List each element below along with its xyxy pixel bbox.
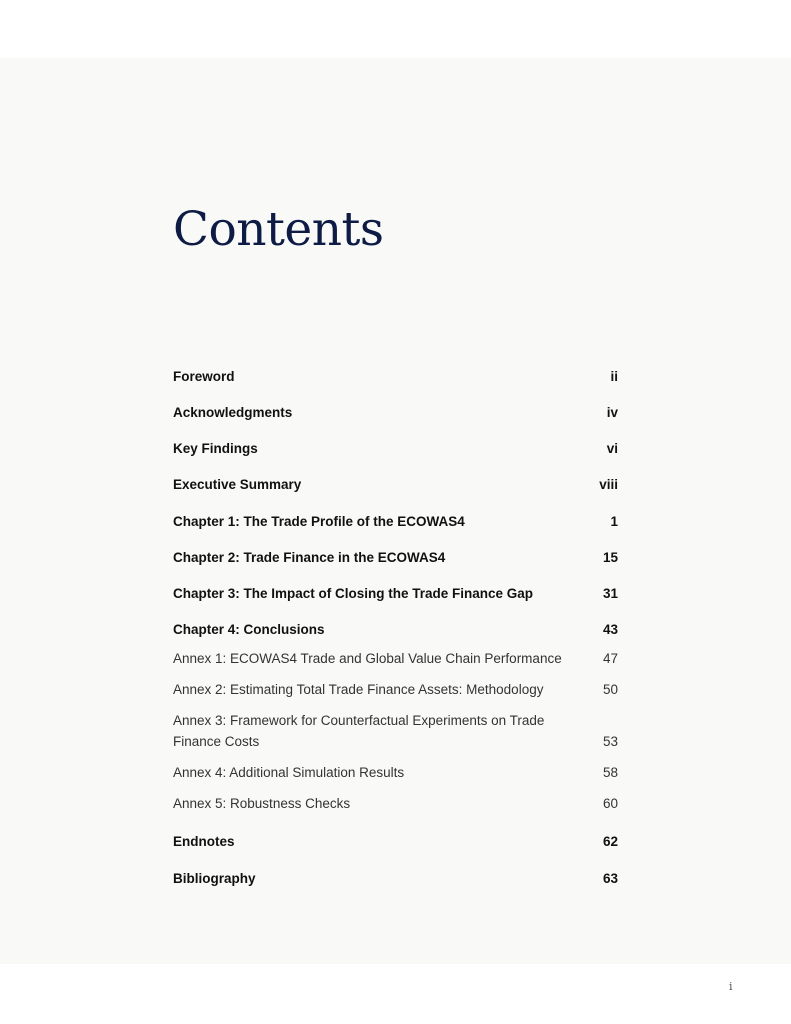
toc-entry-page: 60 bbox=[602, 796, 618, 811]
toc-entry-page: 50 bbox=[602, 682, 618, 697]
toc-entry-page: 53 bbox=[602, 734, 618, 749]
toc-entry-acknowledgments[interactable] bbox=[173, 402, 618, 423]
toc-entry-label: Foreword bbox=[173, 369, 235, 384]
toc-entry-label: Chapter 1: The Trade Profile of the ECOWAS4 bbox=[173, 514, 465, 529]
toc-entry-chapter-4[interactable] bbox=[173, 619, 618, 640]
toc-entry-label: Endnotes bbox=[173, 834, 235, 849]
toc-entry-annex-5[interactable] bbox=[173, 793, 618, 814]
toc-entry-page: iv bbox=[606, 405, 618, 420]
toc-entry-page: 63 bbox=[602, 871, 618, 886]
toc-entry-label: Annex 2: Estimating Total Trade Finance Assets: Methodology bbox=[173, 682, 544, 697]
page-number: i bbox=[729, 980, 733, 993]
toc-entry-label: Acknowledgments bbox=[173, 405, 293, 420]
toc-entry-label: Annex 3: Framework for Counterfactual Experiments on Trade Finance Costs bbox=[173, 713, 545, 749]
toc-entry-page: 62 bbox=[602, 834, 618, 849]
toc-entry-page: 15 bbox=[602, 550, 618, 565]
toc-entry-label: Bibliography bbox=[173, 871, 256, 886]
toc-entry-page: ii bbox=[610, 369, 618, 384]
toc-entry-page: viii bbox=[599, 477, 618, 492]
toc-entry-executive-summary[interactable] bbox=[173, 474, 618, 495]
toc-entry-endnotes[interactable] bbox=[173, 831, 618, 852]
toc-entry-annex-1[interactable] bbox=[173, 648, 618, 669]
toc-entry-annex-2[interactable] bbox=[173, 679, 618, 700]
toc-entry-page: vi bbox=[606, 441, 618, 456]
toc-entry-page: 47 bbox=[602, 651, 618, 666]
toc-entry-key-findings[interactable] bbox=[173, 438, 618, 459]
toc-entry-foreword[interactable] bbox=[173, 366, 618, 387]
toc-entry-label: Chapter 3: The Impact of Closing the Trade Finance Gap bbox=[173, 586, 534, 601]
toc-entry-page: 58 bbox=[602, 765, 618, 780]
toc-entry-page: 31 bbox=[602, 586, 618, 601]
toc-entry-annex-3[interactable] bbox=[173, 710, 618, 752]
toc-entry-page: 43 bbox=[602, 622, 618, 637]
toc-entry-annex-4[interactable] bbox=[173, 762, 618, 783]
toc-entry-label: Chapter 2: Trade Finance in the ECOWAS4 bbox=[173, 550, 446, 565]
toc-entry-label: Annex 1: ECOWAS4 Trade and Global Value Chain Performance bbox=[173, 651, 562, 666]
toc-entry-label: Annex 4: Additional Simulation Results bbox=[173, 765, 405, 780]
toc-entry-label: Chapter 4: Conclusions bbox=[173, 622, 325, 637]
toc-entry-bibliography[interactable] bbox=[173, 868, 618, 889]
toc-entry-page: 1 bbox=[610, 514, 618, 529]
toc-entry-label: Executive Summary bbox=[173, 477, 302, 492]
toc-entry-chapter-3[interactable] bbox=[173, 583, 618, 604]
toc-entry-label: Annex 5: Robustness Checks bbox=[173, 796, 351, 811]
page-title: Contents bbox=[173, 202, 384, 257]
toc-entry-chapter-2[interactable] bbox=[173, 547, 618, 568]
toc-entry-chapter-1[interactable] bbox=[173, 511, 618, 532]
toc-entry-label: Key Findings bbox=[173, 441, 258, 456]
